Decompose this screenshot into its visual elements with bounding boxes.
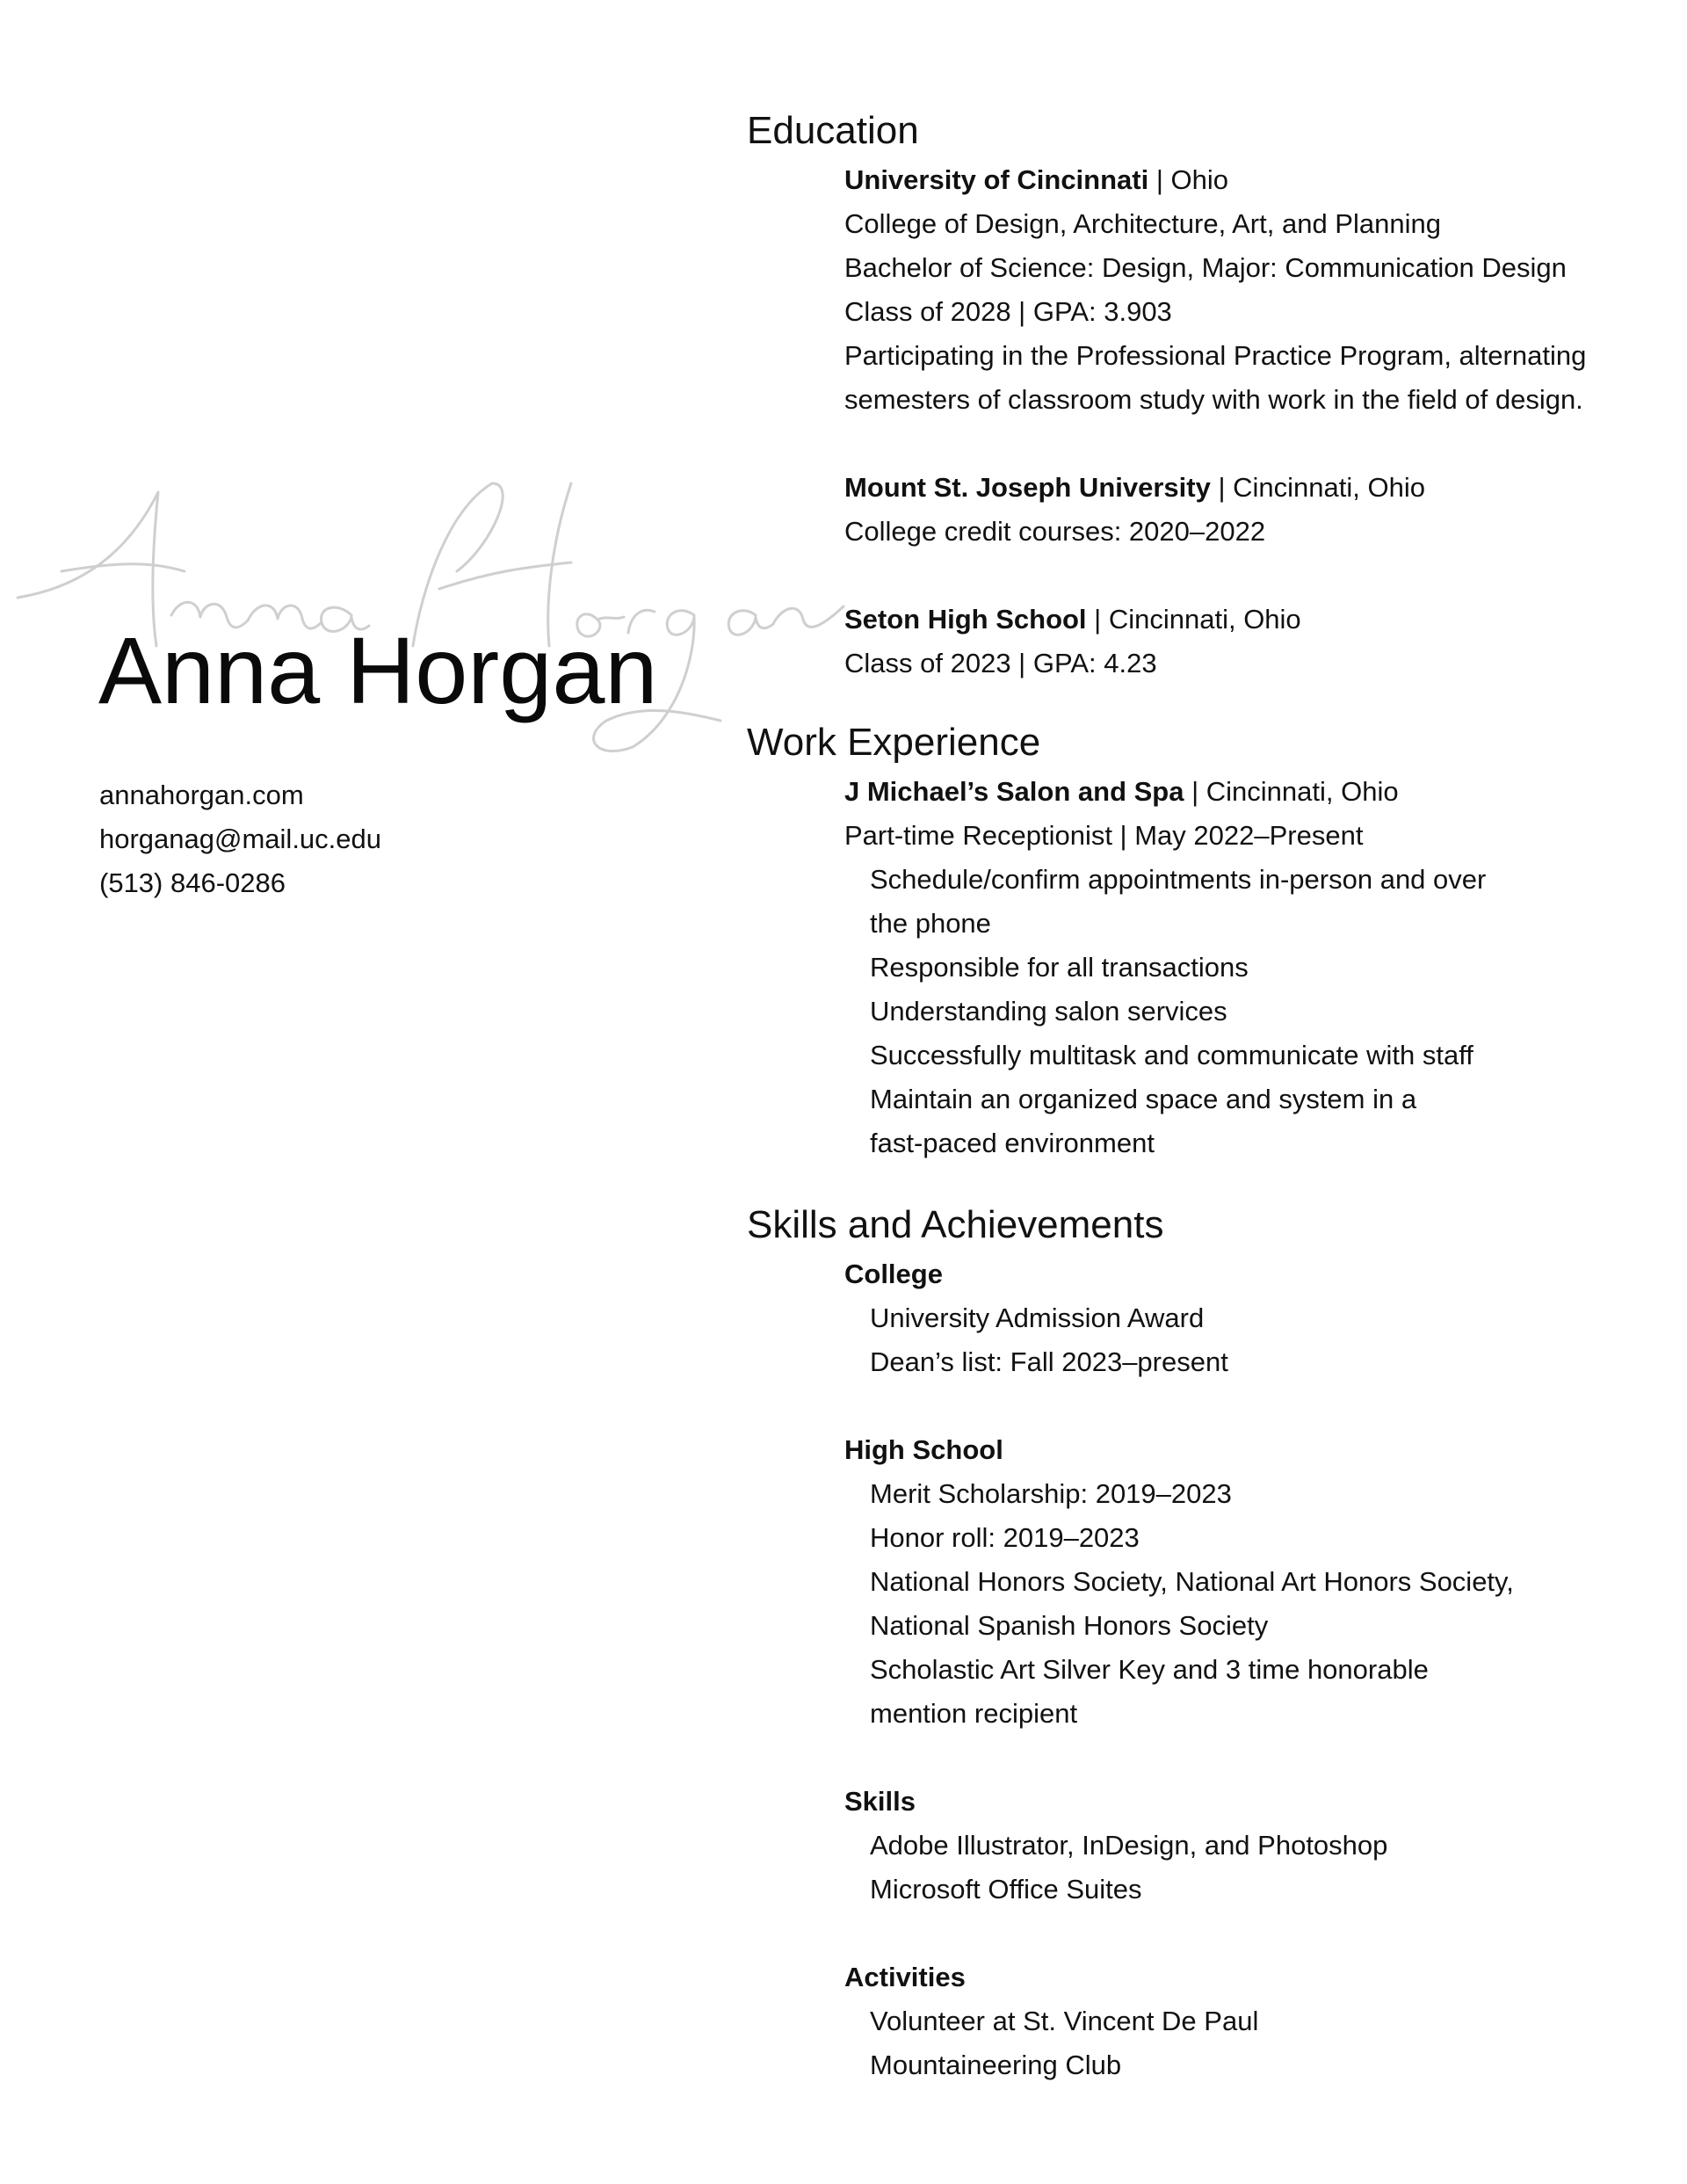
school-detail: College credit courses: 2020–2022 [844,516,1266,547]
employer [844,770,1625,814]
candidate-name: Anna Horgan [98,617,658,723]
signature-watermark [0,457,861,773]
achievement-item: University Admission Award [870,1302,1205,1333]
school-detail: Bachelor of Science: Design, Major: Communication Design [844,252,1567,283]
activity-item: Mountaineering Club [870,2050,1122,2080]
achievement-item: Merit Scholarship: 2019–2023 [870,1478,1232,1509]
phone-number: (513) 846-0286 [99,867,286,898]
group-title-high-school: High School [844,1434,1003,1465]
group-title-skills: Skills [844,1786,916,1817]
school-seton [844,598,1625,642]
group-title-college: College [844,1259,943,1289]
work-section [747,715,1625,1165]
job-duty: fast-paced environment [870,1128,1155,1158]
activity-item: Volunteer at St. Vincent De Paul [870,2006,1259,2036]
job-duty: Schedule/confirm appointments in-person and over [870,864,1487,895]
school-uc [844,158,1625,202]
email-link[interactable]: horganag@mail.uc.edu [99,824,382,854]
school-detail: semesters of classroom study with work in the field of design. [844,384,1583,415]
school-detail: Class of 2028 | GPA: 3.903 [844,296,1172,327]
job-duty: Successfully multitask and communicate with staff [870,1040,1473,1070]
website-link[interactable]: annahorgan.com [99,780,304,810]
achievement-item: Dean’s list: Fall 2023–present [870,1346,1228,1377]
school-detail: Class of 2023 | GPA: 4.23 [844,648,1157,678]
work-heading: Work Experience [747,721,1041,764]
job-role: Part-time Receptionist | May 2022–Present [844,820,1364,851]
achievement-item: Scholastic Art Silver Key and 3 time honorable [870,1654,1429,1685]
skill-item: Adobe Illustrator, InDesign, and Photoshop [870,1830,1388,1861]
school-name: Mount St. Joseph University [844,472,1211,503]
skills-section [747,1198,1625,2087]
employer-name: J Michael’s Salon and Spa [844,776,1184,807]
skill-item: Microsoft Office Suites [870,1874,1142,1905]
school-msj [844,466,1625,510]
resume-main [747,104,1625,2087]
school-name: University of Cincinnati [844,164,1149,195]
job-duty: the phone [870,908,991,939]
achievement-item: mention recipient [870,1698,1078,1729]
job-duty: Understanding salon services [870,996,1227,1027]
achievement-item: National Spanish Honors Society [870,1610,1269,1641]
job-duty: Maintain an organized space and system in a [870,1084,1417,1114]
school-detail: Participating in the Professional Practice Program, alternating [844,340,1587,371]
education-heading: Education [747,109,919,152]
school-name: Seton High School [844,604,1087,635]
achievement-item: Honor roll: 2019–2023 [870,1522,1140,1553]
school-location: | Cincinnati, Ohio [1210,472,1425,503]
skills-heading: Skills and Achievements [747,1203,1164,1246]
achievement-item: National Honors Society, National Art Honors Society, [870,1566,1514,1597]
job-duty: Responsible for all transactions [870,952,1249,983]
contact-info [99,773,381,905]
employer-location: | Cincinnati, Ohio [1184,776,1399,807]
school-detail: College of Design, Architecture, Art, and Planning [844,208,1441,239]
education-section [747,104,1625,686]
school-location: | Cincinnati, Ohio [1086,604,1301,635]
school-location: | Ohio [1148,164,1228,195]
group-title-activities: Activities [844,1962,966,1992]
